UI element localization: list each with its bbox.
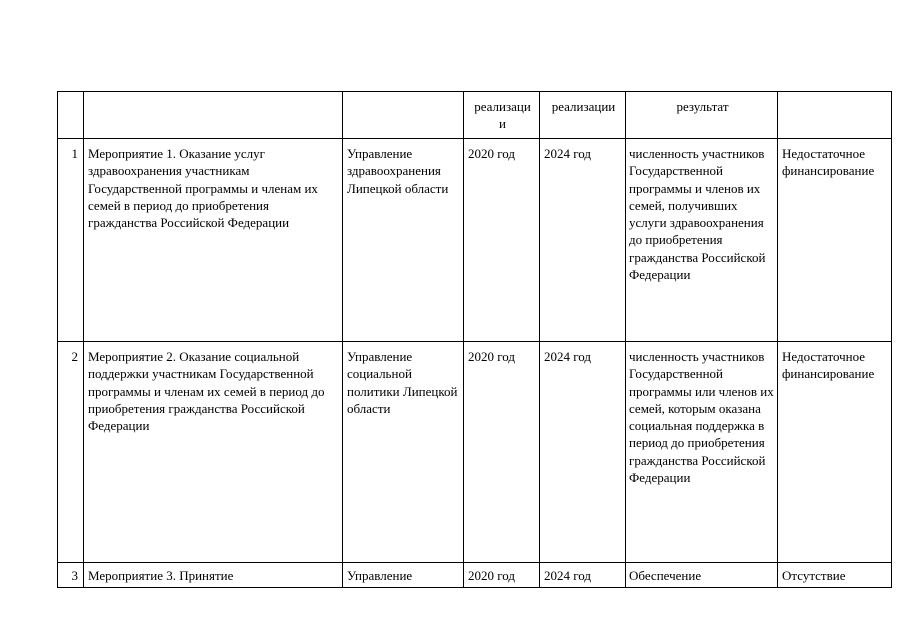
table-row [58, 563, 892, 588]
header-start-year: реализаци и [464, 92, 540, 139]
measures-table [57, 91, 892, 588]
row-result: численность участников Государственной программы и членов их семей, получивших услуги здравоохранения до приобретения гражданства Российской Федерации [626, 139, 778, 342]
row-event: Мероприятие 1. Оказание услуг здравоохранения участникам Государственной программы и членам их семей в период до приобретения гражданства Российской Федерации [84, 139, 343, 342]
row-start-year: 2020 год [464, 139, 540, 342]
table-row [58, 139, 892, 342]
header-number [58, 92, 84, 139]
row-end-year: 2024 год [540, 563, 626, 588]
row-result: численность участников Государственной программы или членов их семей, которым оказана социальная поддержка в период до приобретения гражданства Российской Федерации [626, 342, 778, 563]
header-end-year: реализации [540, 92, 626, 139]
row-risk: Недостаточное финансирование [778, 139, 892, 342]
header-risk [778, 92, 892, 139]
header-result: результат [626, 92, 778, 139]
row-event: Мероприятие 3. Принятие [84, 563, 343, 588]
row-number: 1 [58, 139, 84, 342]
row-executor: Управление здравоохранения Липецкой области [343, 139, 464, 342]
row-number: 2 [58, 342, 84, 563]
row-executor: Управление [343, 563, 464, 588]
table-row [58, 342, 892, 563]
row-number: 3 [58, 563, 84, 588]
row-end-year: 2024 год [540, 342, 626, 563]
row-start-year: 2020 год [464, 563, 540, 588]
row-end-year: 2024 год [540, 139, 626, 342]
row-executor: Управление социальной политики Липецкой области [343, 342, 464, 563]
row-risk: Недостаточное финансирование [778, 342, 892, 563]
row-event: Мероприятие 2. Оказание социальной поддержки участникам Государственной программы и членам их семей в период до приобретения гражданства Российской Федерации [84, 342, 343, 563]
table-header-row [58, 92, 892, 139]
header-executor [343, 92, 464, 139]
header-event [84, 92, 343, 139]
row-start-year: 2020 год [464, 342, 540, 563]
row-result: Обеспечение [626, 563, 778, 588]
row-risk: Отсутствие [778, 563, 892, 588]
